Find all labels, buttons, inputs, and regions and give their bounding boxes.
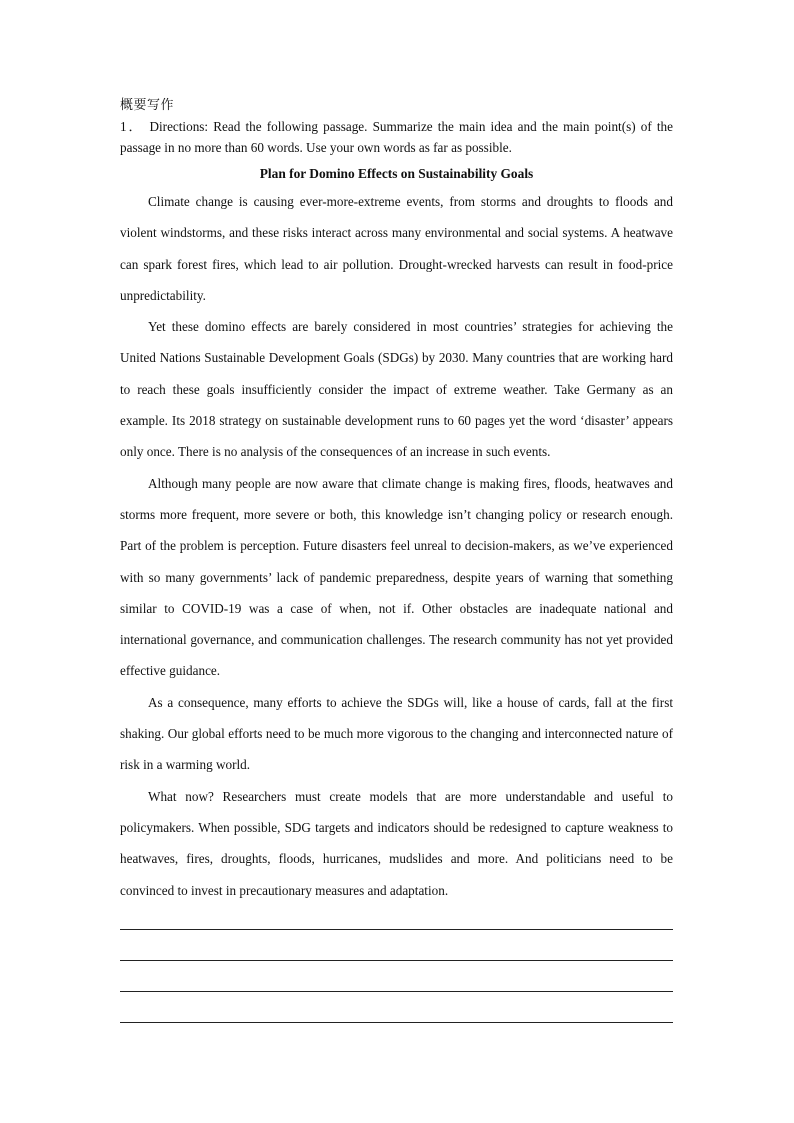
directions-text: Directions: Read the following passage. Summarize the main idea and the main point(s) of the passage in no more than 60 words. Use your own words as far as possible. [120, 119, 674, 155]
answer-line[interactable] [120, 929, 673, 930]
question-number: 1． [120, 119, 144, 134]
passage-paragraph-5: What now? Researchers must create models that are more understandable and useful to policymakers. When possible, SDG targets and indicators should be redesigned to capture weakness to heatwaves, fires, droughts, floods, hurricanes, mudslides and more. And politicians need to be convinced to invest in precautionary measures and adaptation. [120, 788, 673, 898]
passage-title: Plan for Domino Effects on Sustainability Goals [259, 166, 534, 181]
passage-paragraph-1: Climate change is causing ever-more-extreme events, from storms and droughts to floods and violent windstorms, and these risks interact across many environmental and social systems. A heatwave can spark forest fires, which lead to air pollution. Drought-wrecked harvests can result in food-price unpredictability. [120, 194, 673, 303]
passage-paragraph-4: As a consequence, many efforts to achieve the SDGs will, like a house of cards, fall at the first shaking. Our global efforts need to be much more vigorous to the changing and interconnected nature of risk in a warming world. [120, 694, 673, 773]
question-directions [120, 116, 673, 158]
passage-body [120, 186, 673, 906]
answer-line[interactable] [120, 1022, 673, 1023]
worksheet-page [120, 96, 673, 906]
passage-paragraph-2: Yet these domino effects are barely considered in most countries’ strategies for achieving the United Nations Sustainable Development Goals (SDGs) by 2030. Many countries that are working hard to reach these goals insufficiently consider the impact of extreme weather. Take Germany as an example. Its 2018 strategy on sustainable development runs to 60 pages yet the word ‘disaster’ appears only once. There is no analysis of the consequences of an increase in such events. [120, 319, 673, 460]
answer-area[interactable] [120, 929, 673, 1053]
section-title: 概要写作 [120, 98, 175, 113]
answer-line[interactable] [120, 991, 673, 992]
answer-line[interactable] [120, 960, 673, 961]
passage-paragraph-3: Although many people are now aware that climate change is making fires, floods, heatwaves and storms more frequent, more severe or both, this knowledge isn’t changing policy or research enough. Part of the problem is perception. Future disasters feel unreal to decision-makers, as we’ve experienced with so many governments’ lack of pandemic preparedness, despite years of warning that something similar to COVID-19 was a case of when, not if. Other obstacles are inadequate national and international governance, and communication challenges. The research community has not yet provided effective guidance. [120, 475, 673, 679]
